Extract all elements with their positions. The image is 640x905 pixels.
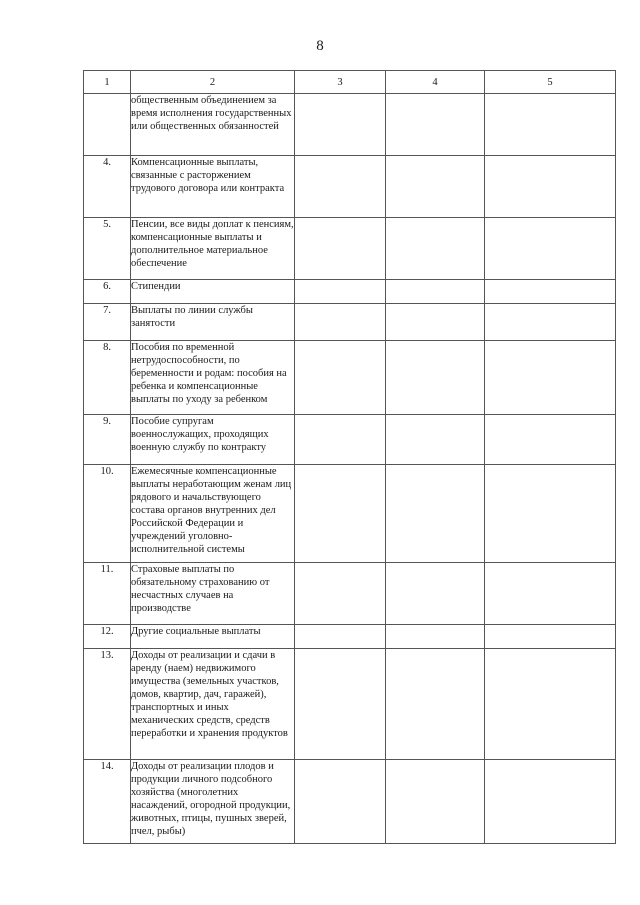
row-number: 10. <box>84 465 131 563</box>
row-description: Доходы от реализации и сдачи в аренду (наем) недвижимого имущества (земельных участков, домов, квартир, дач, гаражей), транспортных и иных механических средств, средств переработки и хранения продуктов <box>131 649 295 760</box>
row-cell-5 <box>485 218 616 280</box>
table-row <box>84 94 616 156</box>
row-description: Пособие супругам военнослужащих, проходящих военную службу по контракту <box>131 415 295 465</box>
row-cell-4 <box>386 218 485 280</box>
row-description: Компенсационные выплаты, связанные с расторжением трудового договора или контракта <box>131 156 295 218</box>
row-number: 7. <box>84 304 131 341</box>
row-cell-3 <box>295 341 386 415</box>
table-row <box>84 625 616 649</box>
row-cell-3 <box>295 304 386 341</box>
row-cell-4 <box>386 625 485 649</box>
row-description: Страховые выплаты по обязательному страхованию от несчастных случаев на производстве <box>131 563 295 625</box>
table-row <box>84 649 616 760</box>
row-cell-3 <box>295 280 386 304</box>
row-number: 13. <box>84 649 131 760</box>
row-cell-4 <box>386 156 485 218</box>
table-row <box>84 760 616 844</box>
row-number: 6. <box>84 280 131 304</box>
row-cell-4 <box>386 649 485 760</box>
table-row <box>84 156 616 218</box>
income-table <box>83 70 616 844</box>
header-col-1: 1 <box>84 71 131 94</box>
row-cell-4 <box>386 563 485 625</box>
row-cell-5 <box>485 625 616 649</box>
table-row <box>84 280 616 304</box>
header-row <box>84 71 616 94</box>
table-row <box>84 415 616 465</box>
row-description: Доходы от реализации плодов и продукции личного подсобного хозяйства (многолетних насаждений, огородной продукции, животных, птицы, пушных зверей, пчел, рыбы) <box>131 760 295 844</box>
row-description: Стипендии <box>131 280 295 304</box>
row-cell-3 <box>295 563 386 625</box>
row-number <box>84 94 131 156</box>
row-cell-5 <box>485 563 616 625</box>
row-cell-3 <box>295 94 386 156</box>
row-cell-3 <box>295 218 386 280</box>
row-number: 14. <box>84 760 131 844</box>
row-number: 12. <box>84 625 131 649</box>
row-cell-5 <box>485 94 616 156</box>
row-cell-4 <box>386 341 485 415</box>
row-number: 11. <box>84 563 131 625</box>
table-row <box>84 218 616 280</box>
row-cell-5 <box>485 156 616 218</box>
header-col-4: 4 <box>386 71 485 94</box>
header-col-2: 2 <box>131 71 295 94</box>
row-description: Пенсии, все виды доплат к пенсиям, компенсационные выплаты и дополнительное материальное обеспечение <box>131 218 295 280</box>
table-row <box>84 304 616 341</box>
row-cell-4 <box>386 304 485 341</box>
row-cell-3 <box>295 649 386 760</box>
row-number: 8. <box>84 341 131 415</box>
row-cell-4 <box>386 760 485 844</box>
row-cell-3 <box>295 415 386 465</box>
page-number: 8 <box>316 38 324 54</box>
row-cell-3 <box>295 465 386 563</box>
row-cell-5 <box>485 304 616 341</box>
row-cell-5 <box>485 415 616 465</box>
row-description: общественным объединением за время исполнения государственных или общественных обязанностей <box>131 94 295 156</box>
row-number: 5. <box>84 218 131 280</box>
row-description: Другие социальные выплаты <box>131 625 295 649</box>
row-cell-4 <box>386 465 485 563</box>
table-row <box>84 465 616 563</box>
row-cell-5 <box>485 465 616 563</box>
row-cell-4 <box>386 415 485 465</box>
row-description: Выплаты по линии службы занятости <box>131 304 295 341</box>
row-cell-3 <box>295 156 386 218</box>
header-col-3: 3 <box>295 71 386 94</box>
row-cell-4 <box>386 280 485 304</box>
row-cell-5 <box>485 649 616 760</box>
row-cell-3 <box>295 760 386 844</box>
header-col-5: 5 <box>485 71 616 94</box>
table-row <box>84 341 616 415</box>
row-number: 4. <box>84 156 131 218</box>
row-cell-5 <box>485 760 616 844</box>
row-number: 9. <box>84 415 131 465</box>
row-description: Ежемесячные компенсационные выплаты неработающим женам лиц рядового и начальствующего состава органов внутренних дел Российской Федерации и учреждений уголовно-исполнительной системы <box>131 465 295 563</box>
table-row <box>84 563 616 625</box>
row-description: Пособия по временной нетрудоспособности, по беременности и родам: пособия на ребенка и компенсационные выплаты по уходу за ребенком <box>131 341 295 415</box>
row-cell-5 <box>485 280 616 304</box>
row-cell-5 <box>485 341 616 415</box>
row-cell-3 <box>295 625 386 649</box>
row-cell-4 <box>386 94 485 156</box>
